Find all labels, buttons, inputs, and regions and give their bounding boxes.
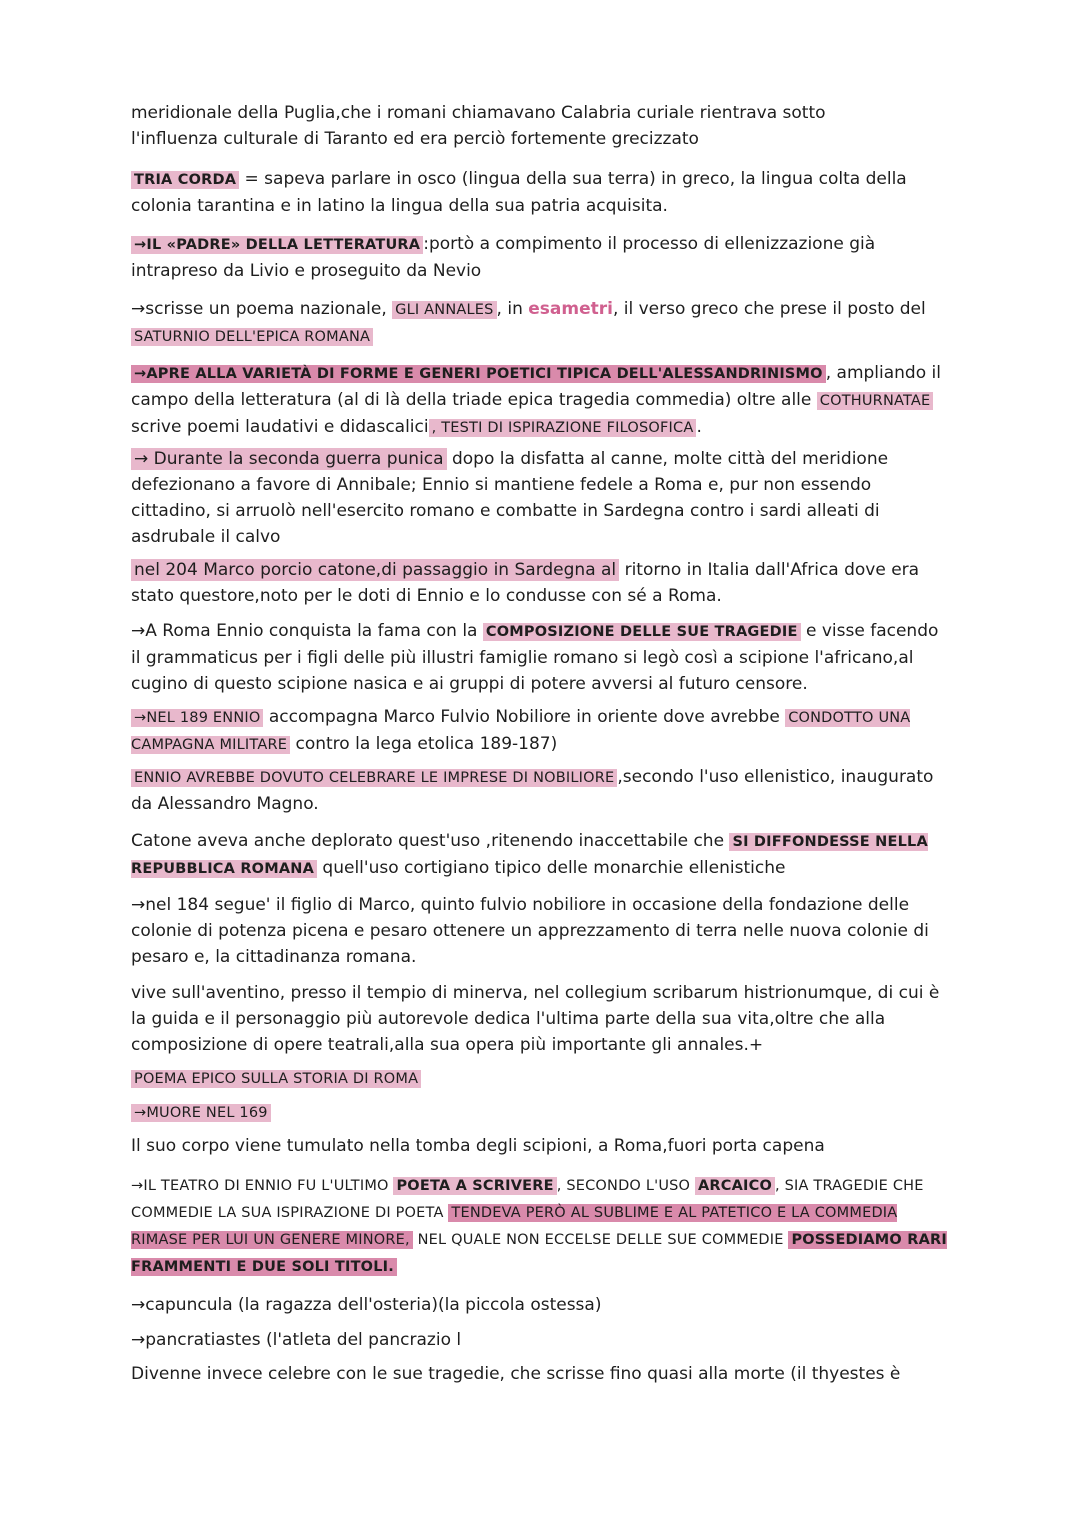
highlight: → Durante la seconda guerra punica <box>131 448 447 470</box>
paragraph-capuncula <box>131 1292 951 1318</box>
text: . <box>696 417 702 437</box>
text: NEL QUALE NON ECCELSE DELLE SUE COMMEDIE <box>412 1232 789 1248</box>
highlight: , TESTI DI ISPIRAZIONE FILOSOFICA <box>429 419 697 437</box>
text: →IL TEATRO DI ENNIO FU L'ULTIMO <box>131 1178 394 1194</box>
highlight: POSSEDIAMO RARI FRAMMENTI E DUE SOLI TITOLI. <box>131 1232 947 1275</box>
text: Il suo corpo viene tumulato nella tomba degli scipioni, a Roma,fuori porta capena <box>131 1136 825 1156</box>
highlight: →IL «PADRE» DELLA LETTERATURA <box>131 236 423 254</box>
text: = sapeva parlare in osco (lingua della sua terra) in greco, la lingua colta della colonia tarantina e in latino la lingua della sua patria acquisita. <box>131 169 907 216</box>
text: →pancratiastes (l'atleta del pancrazio l <box>131 1330 462 1350</box>
highlight: GLI ANNALES <box>392 301 496 319</box>
text: dopo la disfatta al canne, molte città del meridione defezionano a favore di Annibale; Ennio si mantiene fedele a Roma e, pur non essendo cittadino, si arruolò nell'esercito romano e combatte in Sardegna contro i sardi alleati di asdrubale il calvo <box>131 449 889 547</box>
highlight: TENDEVA PERÒ AL SUBLIME E AL PATETICO E LA COMMEDIA RIMASE PER LUI UN GENERE MINORE, <box>131 1205 898 1248</box>
text: l'influenza culturale di Taranto ed era perciò fortemente grecizzato <box>131 129 699 149</box>
text: , SECONDO L'USO <box>556 1178 695 1194</box>
text: , il verso greco che prese il posto del <box>612 299 926 319</box>
highlight: TRIA CORDA <box>131 171 239 189</box>
text: ,secondo l'uso ellenistico, inaugurato da Alessandro Magno. <box>131 767 934 814</box>
paragraph-puglia <box>131 100 951 152</box>
highlight: POETA A SCRIVERE <box>393 1177 556 1195</box>
text: :portò a compimento il processo di ellenizzazione già intrapreso da Livio e proseguito da Nevio <box>131 234 876 281</box>
text: , in <box>496 299 529 319</box>
text: Catone aveva anche deplorato quest'uso ,ritenendo inaccettabile che <box>131 831 730 851</box>
highlight: POEMA EPICO SULLA STORIA DI ROMA <box>131 1070 421 1088</box>
text: →A Roma Ennio conquista la fama con la <box>131 621 483 641</box>
paragraph-184 <box>131 892 951 970</box>
highlight: ARCAICO <box>695 1177 775 1195</box>
highlight: COMPOSIZIONE DELLE SUE TRAGEDIE <box>483 623 801 641</box>
paragraph-tria-corda <box>131 166 951 219</box>
highlight: →APRE ALLA VARIETÀ DI FORME E GENERI POETICI TIPICA DELL'ALESSANDRINISMO <box>131 365 826 383</box>
paragraph-poema-epico <box>131 1065 951 1092</box>
text: →nel 184 segue' il figlio di Marco, quinto fulvio nobiliore in occasione della fondazione delle colonie di potenza picena e pesaro ottenere un apprezzamento di terra nelle nuova colonie di pesaro e, la cittadinanza romana. <box>131 895 929 967</box>
paragraph-189 <box>131 704 951 758</box>
text: →capuncula (la ragazza dell'osteria)(la piccola ostessa) <box>131 1295 602 1315</box>
highlight: ENNIO AVREBBE DOVUTO CELEBRARE LE IMPRESE DI NOBILIORE <box>131 769 617 787</box>
text: , SIA TRAGEDIE CHE COMMEDIE LA SUA ISPIRAZIONE DI POETA <box>131 1178 924 1221</box>
paragraph-padre-letteratura <box>131 231 951 284</box>
text: dove era stato questore,noto per le doti di Ennio e lo condusse con sé a Roma. <box>131 560 920 606</box>
paragraph-celebrare <box>131 764 951 817</box>
text: ritorno in Italia dall'Africa <box>619 560 845 580</box>
text: , ampliando il campo della letteratura (al di là della triade epica tragedia commedia) oltre alle <box>131 363 941 410</box>
text: accompagna Marco Fulvio Nobiliore in oriente dove avrebbe <box>263 707 786 727</box>
paragraph-pancratiastes <box>131 1327 951 1353</box>
paragraph-muore <box>131 1099 951 1126</box>
highlight: SATURNIO DELL'EPICA ROMANA <box>131 328 373 346</box>
paragraph-roma-fama <box>131 618 951 697</box>
paragraph-catone-deplorato <box>131 828 951 882</box>
highlight: nel 204 Marco porcio catone,di passaggio in Sardegna al <box>131 559 619 581</box>
paragraph-aventino <box>131 980 951 1058</box>
paragraph-annales <box>131 296 951 350</box>
highlight: →NEL 189 ENNIO <box>131 709 263 727</box>
text: meridionale della Puglia,che i romani chiamavano Calabria curiale rientrava sotto <box>131 103 826 123</box>
text: Divenne invece celebre con le sue tragedie, che scrisse fino quasi alla morte (il thyestes è <box>131 1364 901 1384</box>
paragraph-tragedie <box>131 1361 951 1387</box>
text: →scrisse un poema nazionale, <box>131 299 393 319</box>
text: quell'uso cortigiano tipico delle monarchie ellenistiche <box>317 858 786 878</box>
highlight: COTHURNATAE <box>817 392 934 410</box>
paragraph-tomba <box>131 1133 951 1159</box>
highlight: SI DIFFONDESSE NELLA REPUBBLICA ROMANA <box>131 834 928 877</box>
highlight: CONDOTTO UNA CAMPAGNA MILITARE <box>131 710 911 753</box>
paragraph-alessandrinismo <box>131 360 951 441</box>
paragraph-guerra-punica <box>131 446 951 550</box>
paragraph-catone-204 <box>131 557 951 609</box>
highlight: →MUORE NEL 169 <box>131 1104 271 1122</box>
paragraph-teatro <box>131 1172 951 1280</box>
text: contro la lega etolica 189-187) <box>290 734 558 754</box>
text: vive sull'aventino, presso il tempio di minerva, nel collegium scribarum histrionumque, di cui è la guida e il personaggio più autorevole dedica l'ultima parte della sua vita,oltre che alla composizione di opere teatrali,alla sua opera più importante gli annales.+ <box>131 983 940 1055</box>
text: e visse facendo il grammaticus per i figli delle più illustri famiglie romano si legò così a scipione l'africano,al cugino di questo scipione nasica e ai gruppi di potere avversi al futuro censore. <box>131 621 939 694</box>
text: scrive poemi laudativi e didascalici <box>131 417 429 437</box>
pink-word: esametri <box>528 299 613 319</box>
